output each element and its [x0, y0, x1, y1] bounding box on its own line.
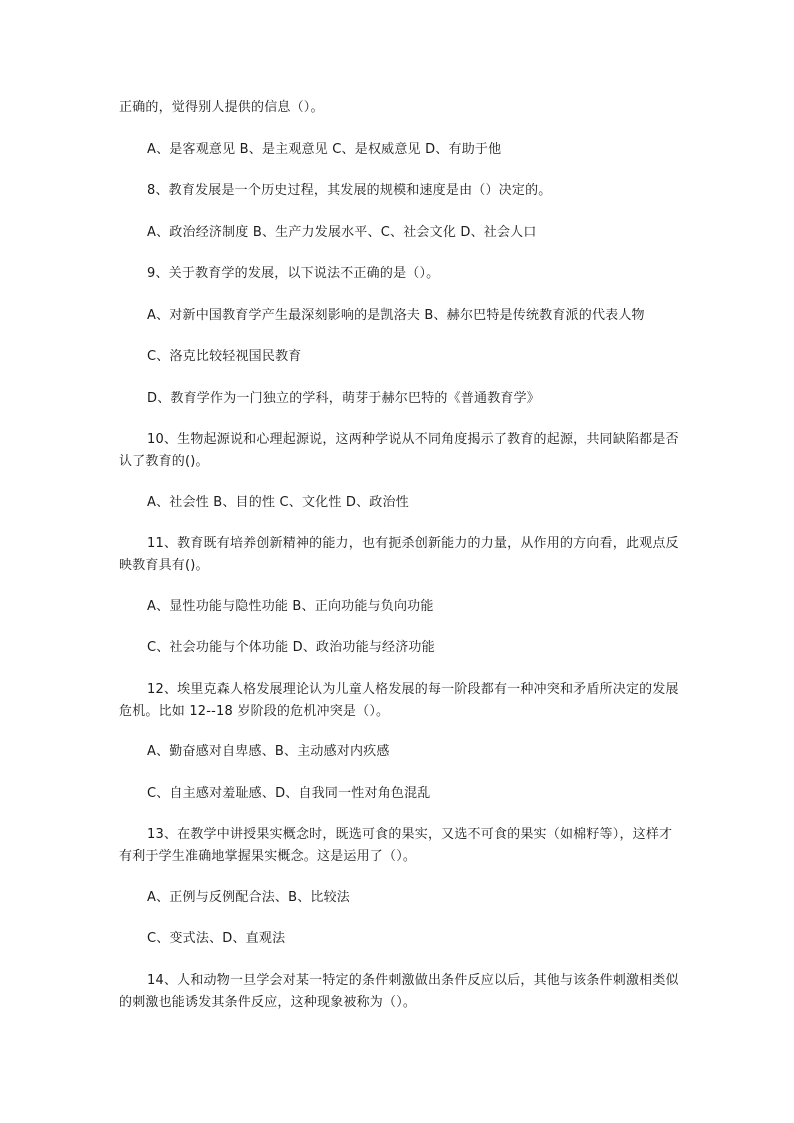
paragraph-options-11-cd: C、社会功能与个体功能 D、政治功能与经济功能	[147, 640, 435, 655]
paragraph-question-13: 13、在教学中讲授果实概念时，既选可食的果实，又选不可食的果实（如棉籽等），这样才有利于学生准确地掌握果实概念。这是运用了（）。	[119, 827, 673, 864]
paragraph-question-8: 8、教育发展是一个历史过程，其发展的规模和速度是由（）决定的。	[147, 183, 552, 198]
paragraph-options-10: A、社会性 B、目的性 C、文化性 D、政治性	[147, 495, 409, 510]
paragraph-options-9-ab: A、对新中国教育学产生最深刻影响的是凯洛夫 B、赫尔巴特是传统教育派的代表人物	[147, 308, 645, 323]
paragraph-options-12-cd: C、自主感对羞耻感、D、自我同一性对角色混乱	[147, 786, 431, 801]
paragraph-options-7: A、是客观意见 B、是主观意见 C、是权威意见 D、有助于他	[147, 142, 502, 157]
paragraph-question-10: 10、生物起源说和心理起源说，这两种学说从不同角度揭示了教育的起源，共同缺陷都是否认了教育的()。	[119, 432, 679, 469]
paragraph-options-9-c: C、洛克比较轻视国民教育	[147, 349, 302, 364]
paragraph-question-11: 11、教育既有培养创新精神的能力，也有扼杀创新能力的力量，从作用的方向看，此观点反映教育具有()。	[119, 536, 679, 573]
paragraph-options-12-ab: A、勤奋感对自卑感、B、主动感对内疚感	[147, 744, 390, 759]
paragraph-options-8: A、政治经济制度 B、生产力发展水平、C、社会文化 D、社会人口	[147, 225, 537, 240]
paragraph-options-9-d: D、教育学作为一门独立的学科，萌芽于赫尔巴特的《普通教育学》	[147, 391, 541, 406]
paragraph-question-7-tail: 正确的，觉得别人提供的信息（）。	[119, 100, 324, 115]
paragraph-options-13-ab: A、正例与反例配合法、B、比较法	[147, 890, 351, 905]
paragraph-question-12: 12、埃里克森人格发展理论认为儿童人格发展的每一阶段都有一种冲突和矛盾所决定的发展危机。比如 12--18 岁阶段的危机冲突是（）。	[119, 682, 679, 719]
paragraph-question-9: 9、关于教育学的发展，以下说法不正确的是（）。	[147, 266, 440, 281]
paragraph-options-13-cd: C、变式法、D、直观法	[147, 931, 286, 946]
paragraph-options-11-ab: A、显性功能与隐性功能 B、正向功能与负向功能	[147, 599, 434, 614]
paragraph-question-14: 14、人和动物一旦学会对某一特定的条件刺激做出条件反应以后，其他与该条件刺激相类似的刺激也能诱发其条件反应，这种现象被称为（）。	[119, 973, 679, 1010]
